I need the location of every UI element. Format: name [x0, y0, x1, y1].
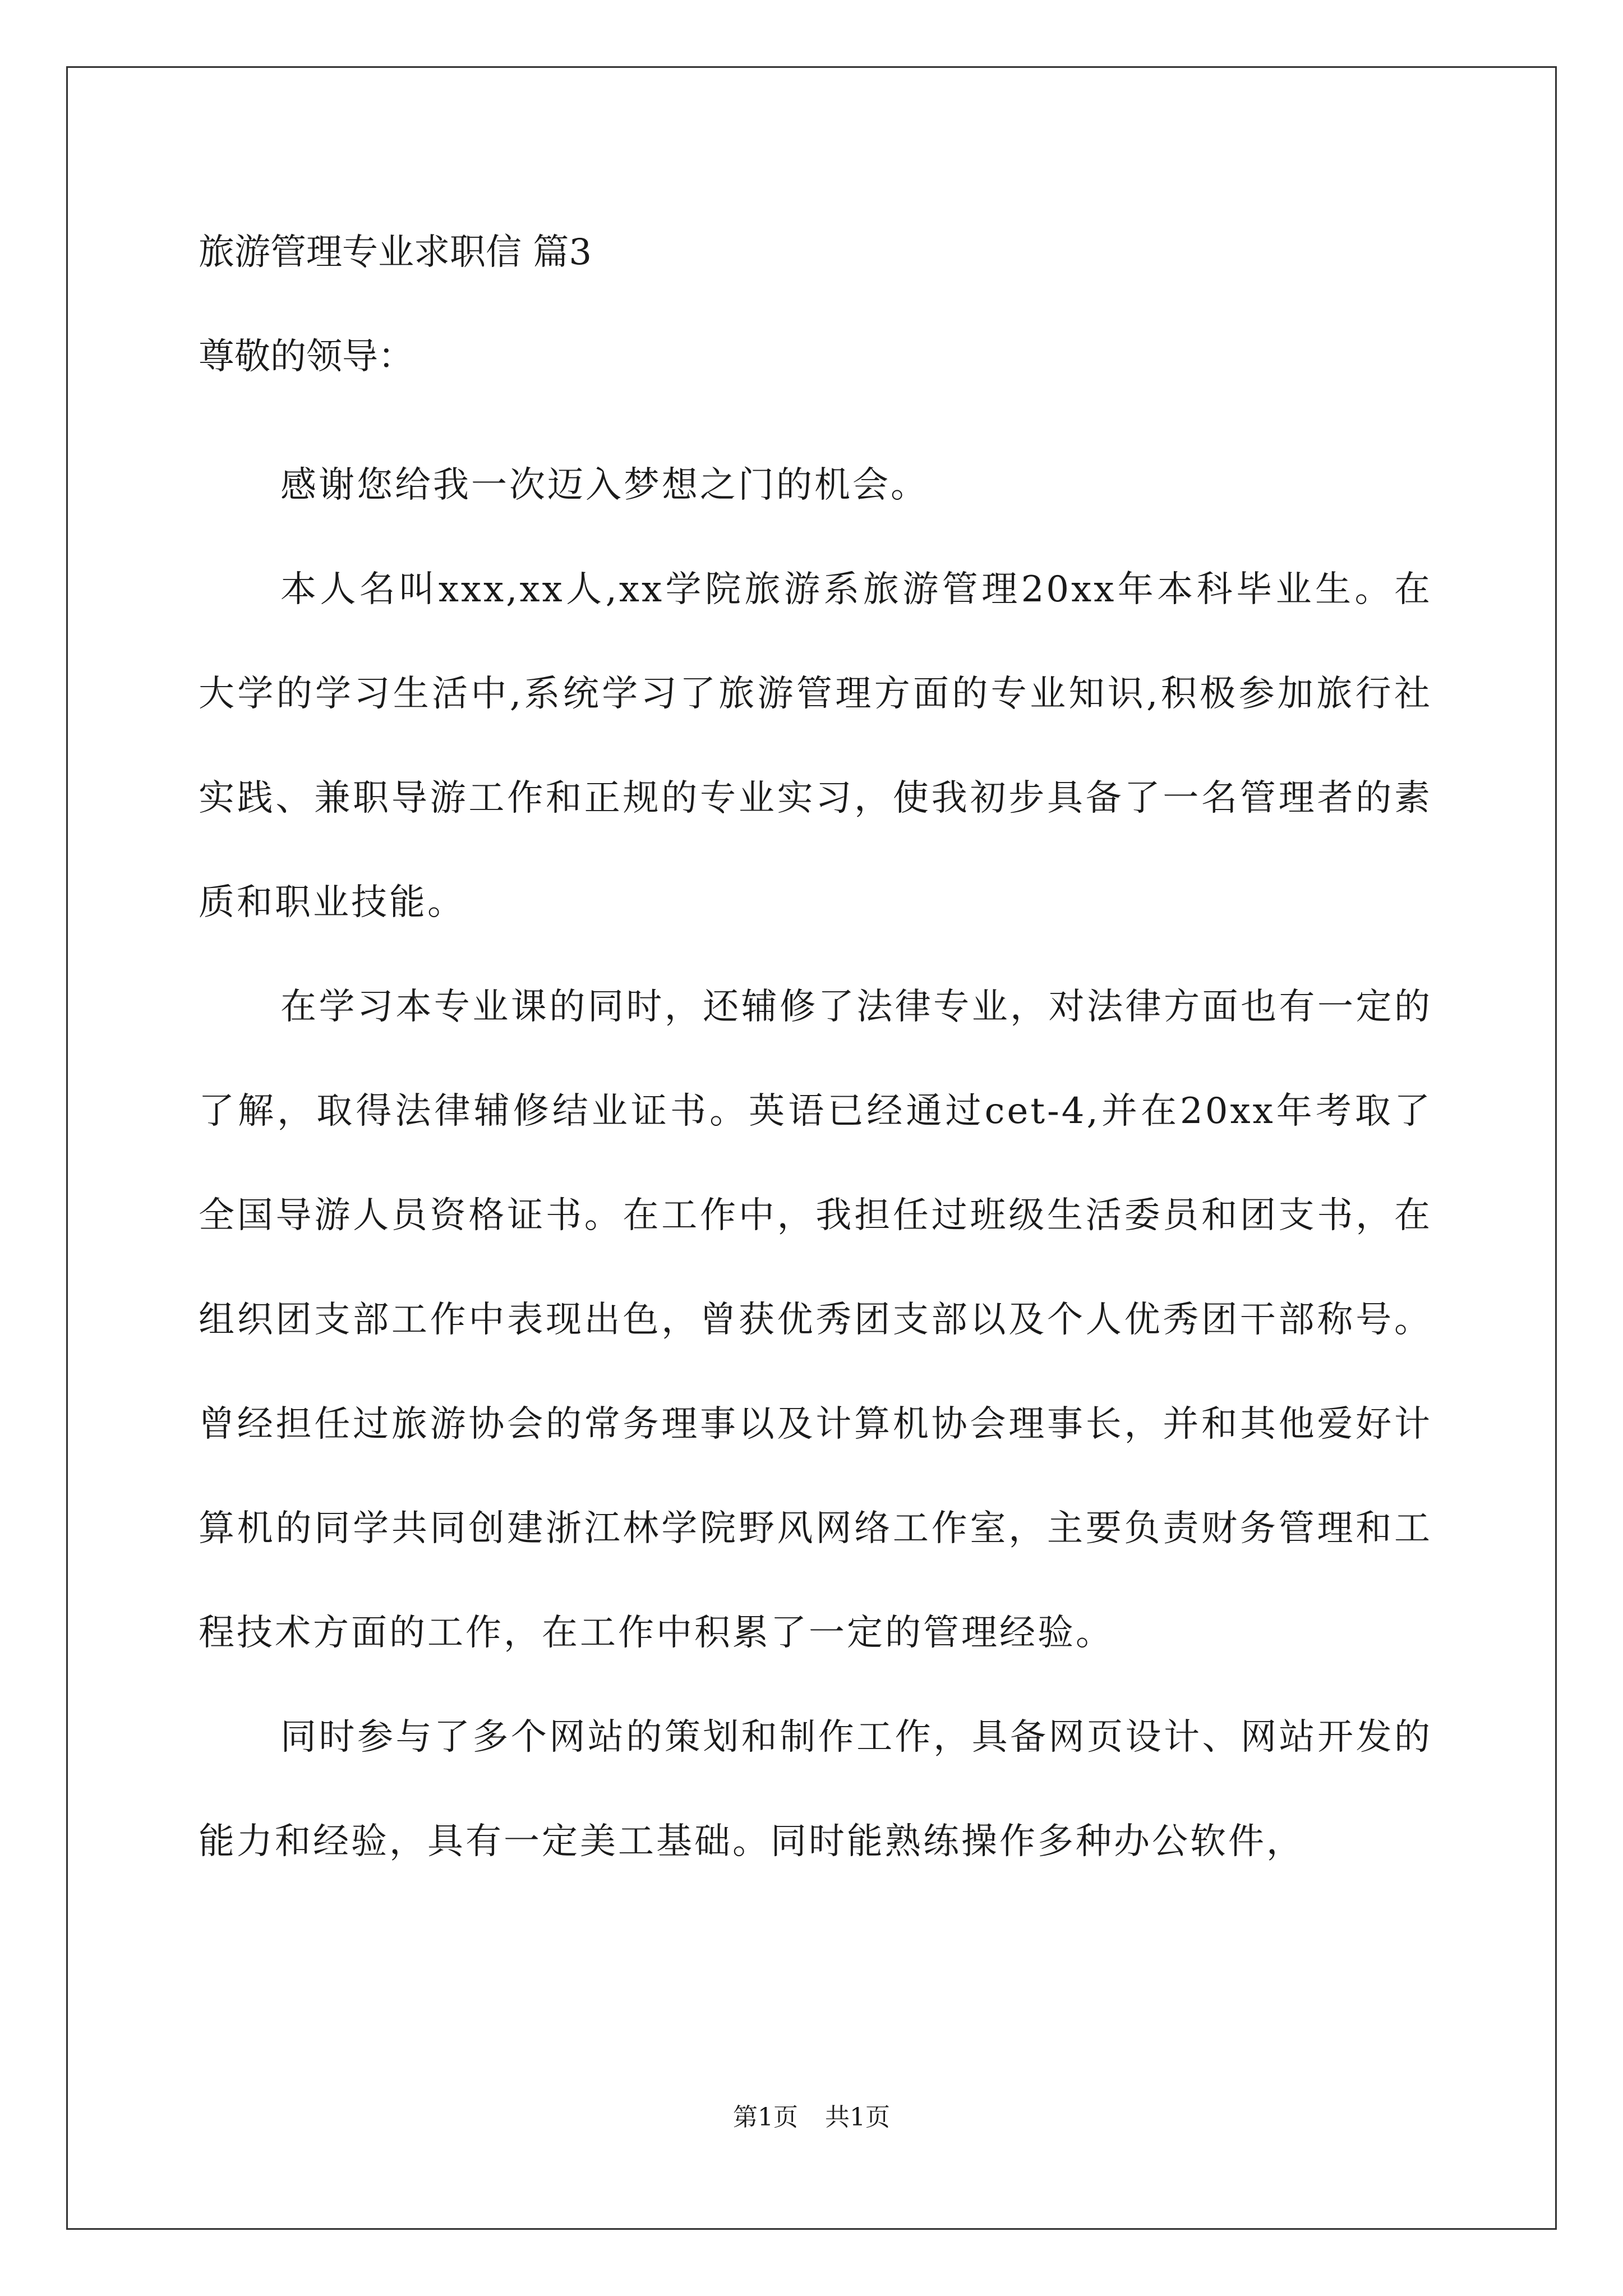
- page-total: 共1页: [825, 2103, 890, 2132]
- document-title: 旅游管理专业求职信 篇3: [199, 232, 592, 273]
- paragraph-3: 在学习本专业课的同时，还辅修了法律专业，对法律方面也有一定的了解，取得法律辅修结业证书。英语已经通过cet-4,并在20xx年考取了全国导游人员资格证书。在工作中，我担任过班级生活委员和团支书，在组织团支部工作中表现出色，曾获优秀团支部以及个人优秀团干部称号。曾经担任过旅游协会的常务理事以及计算机协会理事长，并和其他爱好计算机的同学共同创建浙江林学院野风网络工作室，主要负责财务管理和工程技术方面的工作，在工作中积累了一定的管理经验。: [199, 986, 1432, 1654]
- paragraph-1: 感谢您给我一次迈入梦想之门的机会。: [280, 464, 929, 506]
- page-footer: [0, 2101, 1623, 2134]
- paragraph-4: 同时参与了多个网站的策划和制作工作，具备网页设计、网站开发的能力和经验，具有一定美工基础。同时能熟练操作多种办公软件，: [199, 1717, 1432, 1862]
- paragraph-2: 本人名叫xxx,xx人,xx学院旅游系旅游管理20xx年本科毕业生。在大学的学习生活中,系统学习了旅游管理方面的专业知识,积极参加旅行社实践、兼职导游工作和正规的专业实习，使我初步具备了一名管理者的素质和职业技能。: [199, 569, 1432, 923]
- document-body: [199, 224, 1432, 1894]
- page-number: 第1页: [733, 2103, 798, 2132]
- letter-greeting: 尊敬的领导：: [199, 336, 414, 378]
